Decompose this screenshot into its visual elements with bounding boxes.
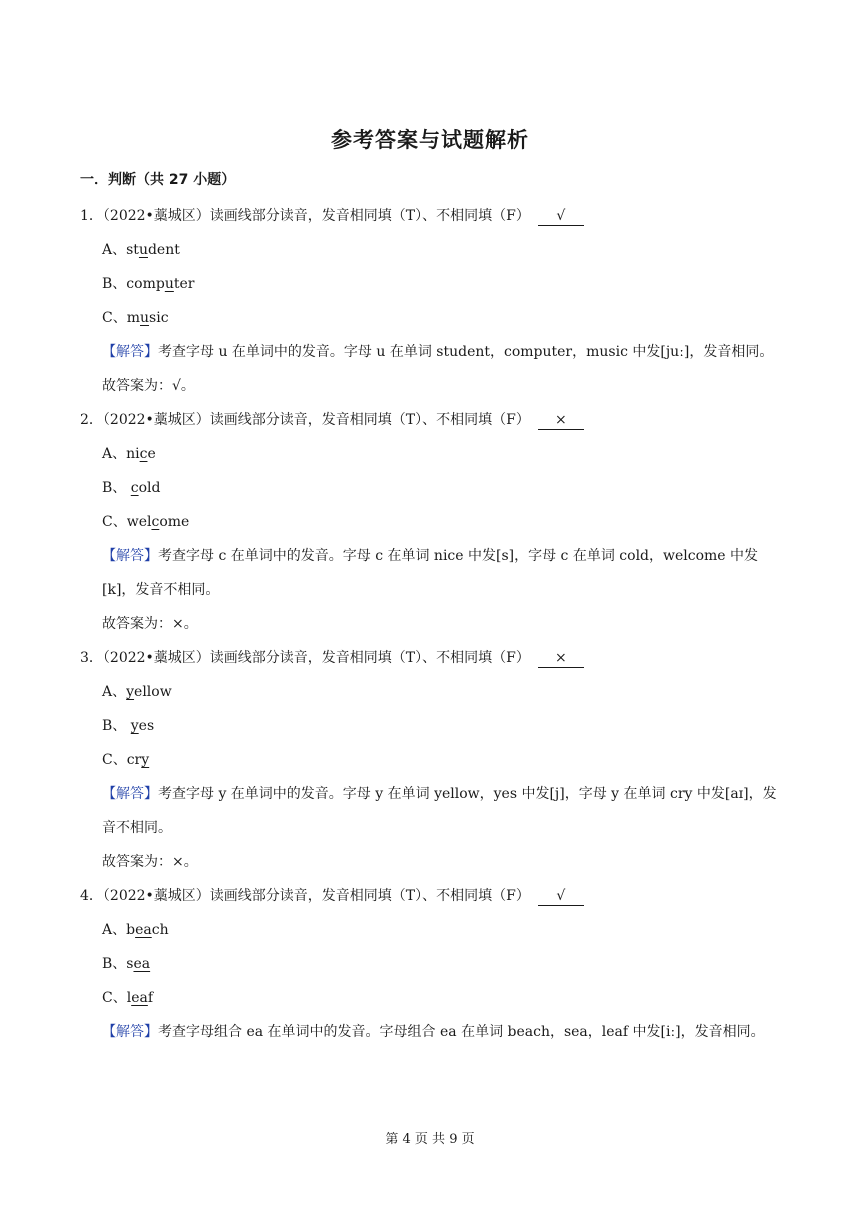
question-stem: 2．（2022•藁城区）读画线部分读音，发音相同填（T）、不相同填（F） × (80, 403, 780, 437)
answer-blank: √ (538, 207, 584, 226)
option-a: A、student (102, 242, 180, 258)
option-b: B、computer (102, 276, 195, 292)
explain-tag: 【解答】 (102, 548, 158, 564)
explain-tag: 【解答】 (102, 1024, 158, 1040)
question-stem: 3．（2022•藁城区）读画线部分读音，发音相同填（T）、不相同填（F） × (80, 641, 780, 675)
section-heading: 一．判断（共 27 小题） (80, 172, 236, 188)
page-footer: 第 4 页 共 9 页 (385, 1132, 475, 1147)
question-stem: 4．（2022•藁城区）读画线部分读音，发音相同填（T）、不相同填（F） √ (80, 879, 780, 913)
answer-blank: × (538, 649, 584, 668)
conclusion: 故答案为：×。 (102, 854, 198, 870)
question-3 (80, 641, 780, 879)
option-b: B、sea (102, 956, 151, 972)
option-c: C、leaf (102, 990, 154, 1006)
question-2 (80, 403, 780, 641)
explanation: 【解答】考查字母组合 ea 在单词中的发音。字母组合 ea 在单词 beach，sea，leaf 中发[iː]，发音相同。 (102, 1024, 765, 1040)
explanation: 【解答】考查字母 y 在单词中的发音。字母 y 在单词 yellow，yes 中发[j]，字母 y 在单词 cry 中发[aɪ]，发音不相同。 (102, 786, 777, 836)
explain-tag: 【解答】 (102, 786, 158, 802)
option-c: C、cry (102, 752, 150, 768)
option-a: A、beach (102, 922, 169, 938)
option-a: A、nice (102, 446, 156, 462)
option-c: C、welcome (102, 514, 190, 530)
answer-blank: × (538, 411, 584, 430)
explanation: 【解答】考查字母 u 在单词中的发音。字母 u 在单词 student，computer，music 中发[juː]，发音相同。 (102, 344, 774, 360)
option-a: A、yellow (102, 684, 172, 700)
conclusion: 故答案为：√。 (102, 378, 195, 394)
option-c: C、music (102, 310, 169, 326)
question-list (80, 199, 780, 1049)
option-b: B、 yes (102, 718, 155, 734)
question-stem: 1．（2022•藁城区）读画线部分读音，发音相同填（T）、不相同填（F） √ (80, 199, 780, 233)
conclusion: 故答案为：×。 (102, 616, 198, 632)
question-4 (80, 879, 780, 1049)
option-b: B、 cold (102, 480, 161, 496)
explain-tag: 【解答】 (102, 344, 158, 360)
page-title: 参考答案与试题解析 (331, 128, 529, 152)
explanation: 【解答】考查字母 c 在单词中的发音。字母 c 在单词 nice 中发[s]，字母 c 在单词 cold，welcome 中发[k]，发音不相同。 (102, 548, 759, 598)
question-1 (80, 199, 780, 403)
answer-blank: √ (538, 887, 584, 906)
